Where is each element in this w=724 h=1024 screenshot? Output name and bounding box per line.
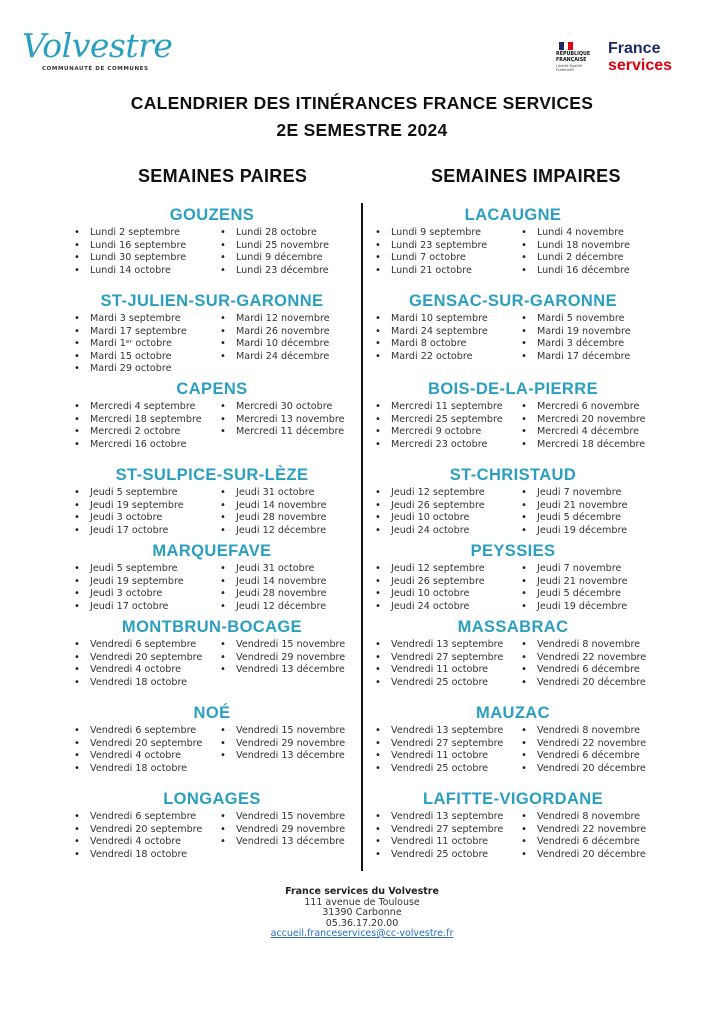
date-item: • Mercredi 9 octobre [371, 426, 517, 439]
date-item: • Mercredi 20 novembre [517, 414, 663, 427]
commune-name: ST-CHRISTAUD [449, 466, 577, 484]
date-item: • Vendredi 4 octobre [70, 836, 216, 849]
commune-block [62, 616, 362, 689]
date-item: • Vendredi 20 décembre [517, 763, 663, 776]
date-column [216, 487, 362, 537]
date-item: • Lundi 2 septembre [70, 227, 216, 240]
date-item: • Mardi 10 septembre [371, 313, 517, 326]
commune-block [363, 788, 663, 861]
date-item: • Jeudi 19 décembre [517, 601, 663, 614]
date-column [517, 811, 663, 861]
date-list [62, 811, 362, 861]
footer-address-city: 31390 Carbonne [322, 907, 402, 918]
date-item: • Vendredi 18 octobre [70, 849, 216, 862]
commune-block [62, 204, 362, 277]
commune-block [62, 290, 362, 376]
date-item: • Vendredi 27 septembre [371, 738, 517, 751]
date-column [371, 563, 517, 613]
date-item: • Jeudi 24 octobre [371, 525, 517, 538]
date-item: • Mardi 19 novembre [517, 326, 663, 339]
date-item: • Vendredi 13 décembre [216, 750, 362, 763]
date-item: • Vendredi 6 décembre [517, 836, 663, 849]
date-item: • Jeudi 17 octobre [70, 525, 216, 538]
date-item: • Lundi 7 octobre [371, 252, 517, 265]
footer-name: France services du Volvestre [285, 886, 439, 897]
commune-name: BOIS-DE-LA-PIERRE [428, 380, 598, 398]
date-item: • Jeudi 7 novembre [517, 563, 663, 576]
french-flag-icon [559, 42, 573, 50]
date-item: • Vendredi 13 septembre [371, 725, 517, 738]
commune-name: GOUZENS [169, 206, 255, 224]
date-item: • Mercredi 13 novembre [216, 414, 362, 427]
date-item: • Jeudi 14 novembre [216, 500, 362, 513]
date-item: • Vendredi 13 décembre [216, 836, 362, 849]
commune-name: MONTBRUN-BOCAGE [121, 618, 303, 636]
date-list [62, 639, 362, 689]
date-item: • Vendredi 27 septembre [371, 824, 517, 837]
date-item: • Mardi 29 octobre [70, 363, 216, 376]
date-list [62, 725, 362, 775]
date-item: • Vendredi 25 octobre [371, 849, 517, 862]
date-item: • Mercredi 18 septembre [70, 414, 216, 427]
date-item: • Vendredi 6 décembre [517, 664, 663, 677]
date-item: • Vendredi 27 septembre [371, 652, 517, 665]
date-item: • Jeudi 3 octobre [70, 588, 216, 601]
commune-name: LACAUGNE [464, 206, 562, 224]
date-item: • Vendredi 4 octobre [70, 750, 216, 763]
date-item: • Mercredi 30 octobre [216, 401, 362, 414]
date-item: • Jeudi 5 décembre [517, 588, 663, 601]
date-item: • Mercredi 25 septembre [371, 414, 517, 427]
date-column [371, 725, 517, 775]
commune-name: LONGAGES [163, 790, 261, 808]
date-column [70, 639, 216, 689]
commune-name: CAPENS [176, 380, 248, 398]
date-item: • Jeudi 7 novembre [517, 487, 663, 500]
page-title [0, 90, 724, 144]
date-item: • Jeudi 19 septembre [70, 500, 216, 513]
footer-email-link[interactable]: accueil.franceservices@cc-volvestre.fr [270, 928, 454, 939]
date-column [371, 487, 517, 537]
date-column [216, 227, 362, 277]
date-item: • Lundi 18 novembre [517, 240, 663, 253]
date-column [371, 227, 517, 277]
date-item: • Jeudi 19 septembre [70, 576, 216, 589]
date-item: • Mardi 22 octobre [371, 351, 517, 364]
date-item: • Jeudi 5 décembre [517, 512, 663, 525]
date-item: • Jeudi 3 octobre [70, 512, 216, 525]
date-item: • Vendredi 11 octobre [371, 664, 517, 677]
date-item: • Lundi 9 décembre [216, 252, 362, 265]
date-item: • Jeudi 12 septembre [371, 487, 517, 500]
date-item: • Vendredi 20 décembre [517, 849, 663, 862]
date-item: • Vendredi 18 octobre [70, 763, 216, 776]
date-item: • Vendredi 15 novembre [216, 725, 362, 738]
date-item: • Jeudi 26 septembre [371, 500, 517, 513]
date-item: • Lundi 2 décembre [517, 252, 663, 265]
date-column [371, 639, 517, 689]
volvestre-logo-subtitle: COMMUNAUTÉ DE COMMUNES [42, 66, 149, 72]
date-column [70, 313, 216, 376]
france-services-line2: services [608, 57, 673, 74]
date-column [216, 639, 362, 689]
commune-block [62, 464, 362, 537]
date-item: • Jeudi 31 octobre [216, 487, 362, 500]
date-item: • Jeudi 24 octobre [371, 601, 517, 614]
date-column [517, 401, 663, 451]
date-item: • Jeudi 12 septembre [371, 563, 517, 576]
date-list [363, 639, 663, 689]
date-column [517, 563, 663, 613]
commune-name: PEYSSIES [470, 542, 556, 560]
date-item: • Mercredi 23 octobre [371, 439, 517, 452]
commune-block [363, 540, 663, 613]
date-column [371, 811, 517, 861]
commune-block [363, 464, 663, 537]
date-list [62, 487, 362, 537]
date-list [62, 313, 362, 376]
date-item: • Lundi 16 décembre [517, 265, 663, 278]
date-item: • Lundi 28 octobre [216, 227, 362, 240]
date-item: • Mardi 10 décembre [216, 338, 362, 351]
commune-name: MARQUEFAVE [152, 542, 272, 560]
date-item: • Vendredi 20 septembre [70, 652, 216, 665]
date-item: • Mardi 3 décembre [517, 338, 663, 351]
date-column [70, 725, 216, 775]
date-item: • Vendredi 29 novembre [216, 824, 362, 837]
date-column [70, 487, 216, 537]
date-item: • Vendredi 11 octobre [371, 836, 517, 849]
date-item: • Vendredi 6 septembre [70, 811, 216, 824]
date-column [216, 725, 362, 775]
commune-block [363, 616, 663, 689]
date-item: • Lundi 16 septembre [70, 240, 216, 253]
date-list [363, 227, 663, 277]
date-item: • Mardi 3 septembre [70, 313, 216, 326]
commune-block [62, 788, 362, 861]
commune-block [363, 290, 663, 363]
commune-block [62, 702, 362, 775]
date-column [70, 811, 216, 861]
date-item: • Vendredi 13 septembre [371, 811, 517, 824]
date-list [363, 401, 663, 451]
date-list [363, 313, 663, 363]
date-item: • Jeudi 21 novembre [517, 576, 663, 589]
date-column [371, 313, 517, 363]
date-item: • Vendredi 20 décembre [517, 677, 663, 690]
date-list [363, 487, 663, 537]
date-item: • Jeudi 31 octobre [216, 563, 362, 576]
date-column [517, 487, 663, 537]
date-column [216, 563, 362, 613]
volvestre-logo [22, 26, 173, 72]
date-item: • Vendredi 6 septembre [70, 725, 216, 738]
date-item: • Jeudi 14 novembre [216, 576, 362, 589]
date-item: • Vendredi 13 décembre [216, 664, 362, 677]
commune-block [363, 378, 663, 451]
date-item: • Jeudi 28 novembre [216, 588, 362, 601]
date-item: • Lundi 9 septembre [371, 227, 517, 240]
date-item: • Mardi 15 octobre [70, 351, 216, 364]
date-item: • Jeudi 12 décembre [216, 525, 362, 538]
date-column [517, 725, 663, 775]
date-item: • Mardi 24 septembre [371, 326, 517, 339]
date-item: • Vendredi 22 novembre [517, 738, 663, 751]
column-header-even-weeks: SEMAINES PAIRES [138, 166, 308, 186]
date-item: • Vendredi 6 septembre [70, 639, 216, 652]
commune-name: ST-SULPICE-SUR-LÈZE [115, 466, 309, 484]
date-item: • Jeudi 17 octobre [70, 601, 216, 614]
column-header-odd-weeks: SEMAINES IMPAIRES [431, 166, 621, 186]
commune-name: MAUZAC [476, 704, 550, 722]
date-item: • Mercredi 4 décembre [517, 426, 663, 439]
date-item: • Mercredi 11 septembre [371, 401, 517, 414]
date-column [517, 227, 663, 277]
title-line-1: CALENDRIER DES ITINÉRANCES FRANCE SERVICES [130, 93, 594, 113]
date-item: • Mercredi 4 septembre [70, 401, 216, 414]
date-item: • Vendredi 22 novembre [517, 824, 663, 837]
date-item: • Vendredi 4 octobre [70, 664, 216, 677]
date-item: • Mercredi 2 octobre [70, 426, 216, 439]
date-item: • Jeudi 10 octobre [371, 588, 517, 601]
date-item: • Mardi 26 novembre [216, 326, 362, 339]
date-item: • Lundi 25 novembre [216, 240, 362, 253]
date-item: • Lundi 14 octobre [70, 265, 216, 278]
date-list [62, 563, 362, 613]
date-item: • Mardi 1ᵉʳ octobre [70, 338, 216, 351]
date-item: • Vendredi 15 novembre [216, 811, 362, 824]
date-item: • Jeudi 28 novembre [216, 512, 362, 525]
date-item: • Lundi 30 septembre [70, 252, 216, 265]
commune-name: LAFITTE-VIGORDANE [422, 790, 604, 808]
date-column [70, 563, 216, 613]
date-item: • Vendredi 20 septembre [70, 824, 216, 837]
date-list [363, 563, 663, 613]
date-item: • Vendredi 18 octobre [70, 677, 216, 690]
date-item: • Jeudi 12 décembre [216, 601, 362, 614]
date-column [517, 639, 663, 689]
france-services-line1: France [608, 40, 661, 57]
date-column [216, 811, 362, 861]
date-column [70, 227, 216, 277]
title-line-2: 2E SEMESTRE 2024 [276, 120, 448, 140]
commune-name: MASSABRAC [457, 618, 569, 636]
date-item: • Vendredi 25 octobre [371, 763, 517, 776]
commune-name: ST-JULIEN-SUR-GARONNE [100, 292, 324, 310]
date-item: • Mardi 24 décembre [216, 351, 362, 364]
date-column [216, 313, 362, 376]
commune-block [363, 702, 663, 775]
date-list [363, 725, 663, 775]
date-list [62, 401, 362, 451]
footer [0, 887, 724, 940]
date-column [216, 401, 362, 451]
date-item: • Vendredi 25 octobre [371, 677, 517, 690]
date-item: • Vendredi 8 novembre [517, 811, 663, 824]
date-item: • Vendredi 13 septembre [371, 639, 517, 652]
date-item: • Mercredi 11 décembre [216, 426, 362, 439]
header [0, 0, 724, 90]
date-item: • Lundi 4 novembre [517, 227, 663, 240]
date-item: • Jeudi 19 décembre [517, 525, 663, 538]
france-services-logo [608, 40, 672, 74]
date-list [363, 811, 663, 861]
date-item: • Vendredi 20 septembre [70, 738, 216, 751]
date-item: • Lundi 21 octobre [371, 265, 517, 278]
date-item: • Mardi 8 octobre [371, 338, 517, 351]
volvestre-logo-text: Volvestre [22, 26, 173, 65]
date-item: • Vendredi 29 novembre [216, 652, 362, 665]
footer-phone: 05.36.17.20.00 [325, 917, 399, 929]
date-item: • Jeudi 26 septembre [371, 576, 517, 589]
commune-block [363, 204, 663, 277]
date-item: • Vendredi 15 novembre [216, 639, 362, 652]
commune-block [62, 540, 362, 613]
date-column [371, 401, 517, 451]
date-item: • Lundi 23 décembre [216, 265, 362, 278]
date-item: • Vendredi 22 novembre [517, 652, 663, 665]
republique-francaise-logo [556, 42, 596, 72]
footer-address-street: 111 avenue de Toulouse [304, 896, 420, 908]
date-item: • Jeudi 21 novembre [517, 500, 663, 513]
date-item: • Jeudi 5 septembre [70, 487, 216, 500]
commune-name: GENSAC-SUR-GARONNE [409, 292, 617, 310]
date-item: • Vendredi 8 novembre [517, 725, 663, 738]
date-item: • Mardi 17 décembre [517, 351, 663, 364]
date-item: • Jeudi 5 septembre [70, 563, 216, 576]
date-item: • Mercredi 18 décembre [517, 439, 663, 452]
date-list [62, 227, 362, 277]
commune-block [62, 378, 362, 451]
date-column [517, 313, 663, 363]
date-item: • Vendredi 11 octobre [371, 750, 517, 763]
date-item: • Jeudi 10 octobre [371, 512, 517, 525]
date-item: • Lundi 23 septembre [371, 240, 517, 253]
date-item: • Mercredi 16 octobre [70, 439, 216, 452]
date-item: • Mercredi 6 novembre [517, 401, 663, 414]
date-item: • Mardi 17 septembre [70, 326, 216, 339]
republique-motto: Liberté Égalité Fraternité [556, 64, 583, 73]
commune-name: NOÉ [193, 704, 231, 722]
date-item: • Vendredi 29 novembre [216, 738, 362, 751]
date-column [70, 401, 216, 451]
date-item: • Vendredi 8 novembre [517, 639, 663, 652]
date-item: • Mardi 5 novembre [517, 313, 663, 326]
date-item: • Vendredi 6 décembre [517, 750, 663, 763]
republique-francaise-text: RÉPUBLIQUE FRANÇAISE [556, 52, 591, 63]
date-item: • Mardi 12 novembre [216, 313, 362, 326]
